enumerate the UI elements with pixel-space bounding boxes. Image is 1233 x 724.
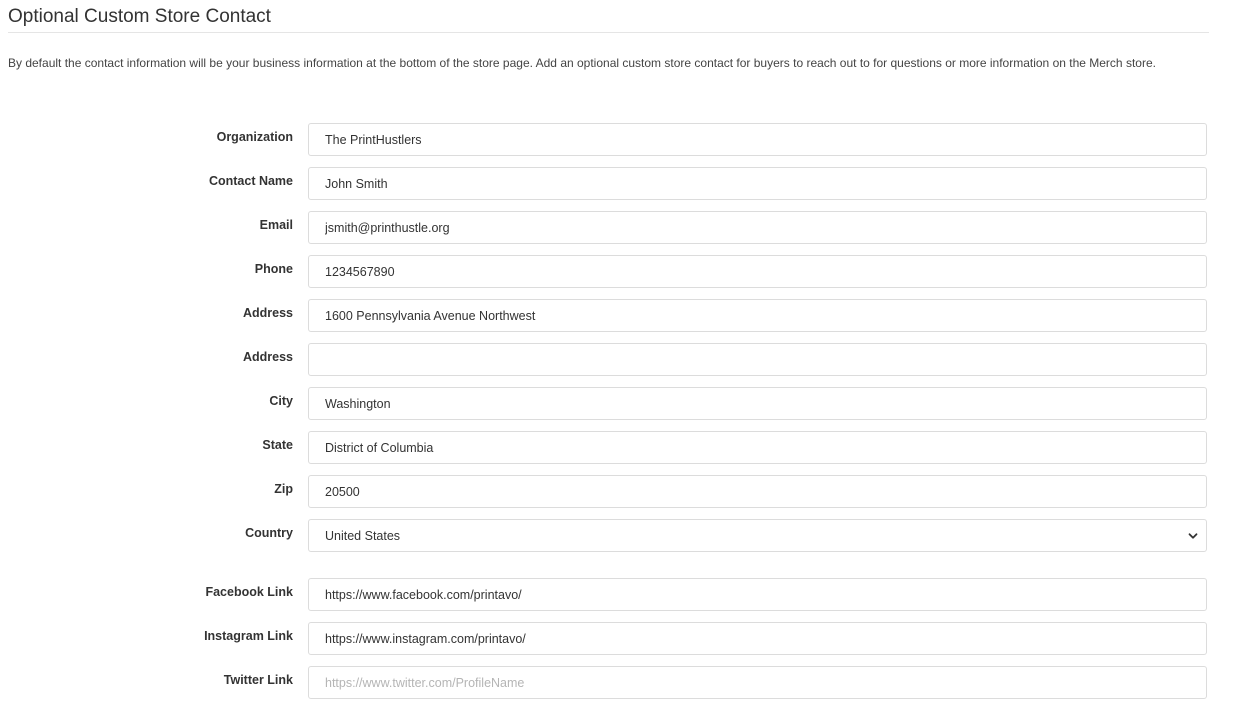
form-row-contact-name [0, 167, 1233, 201]
instagram-link-label: Instagram Link [204, 629, 293, 643]
form-row-state [0, 431, 1233, 465]
phone-input[interactable] [308, 255, 1207, 288]
country-select[interactable] [308, 519, 1207, 552]
address-line1-input[interactable] [308, 299, 1207, 332]
instagram-link-input[interactable] [308, 622, 1207, 655]
form-row-country [0, 519, 1233, 553]
form-row-address2 [0, 343, 1233, 377]
zip-input[interactable] [308, 475, 1207, 508]
section-divider [8, 32, 1209, 33]
contact-name-input[interactable] [308, 167, 1207, 200]
form-row-facebook [0, 578, 1233, 612]
facebook-link-label: Facebook Link [205, 585, 293, 599]
phone-label: Phone [254, 262, 293, 276]
form-row-phone [0, 255, 1233, 289]
address-line2-input[interactable] [308, 343, 1207, 376]
email-label: Email [259, 218, 293, 232]
address-label: Address [242, 306, 293, 320]
section-description: By default the contact information will be your business information at the bottom of the store page. Add an optional custom store contact for buyers to reach out to for questions or more information on the Merch store. [8, 56, 1156, 70]
twitter-link-label: Twitter Link [223, 673, 293, 687]
state-input[interactable] [308, 431, 1207, 464]
form-row-organization [0, 123, 1233, 157]
address-label: Address [242, 350, 293, 364]
country-selected-value: United States [325, 528, 401, 543]
twitter-link-input[interactable] [308, 666, 1207, 699]
country-label: Country [245, 526, 293, 540]
email-input[interactable] [308, 211, 1207, 244]
form-row-twitter [0, 666, 1233, 700]
section-title: Optional Custom Store Contact [8, 6, 271, 27]
state-label: State [262, 438, 293, 452]
city-label: City [269, 394, 293, 408]
form-row-instagram [0, 622, 1233, 656]
form-row-email [0, 211, 1233, 245]
chevron-down-icon [1188, 531, 1198, 541]
form-row-address1 [0, 299, 1233, 333]
organization-label: Organization [216, 130, 293, 144]
contact-name-label: Contact Name [208, 174, 293, 188]
city-input[interactable] [308, 387, 1207, 420]
zip-label: Zip [274, 482, 293, 496]
form-row-city [0, 387, 1233, 421]
facebook-link-input[interactable] [308, 578, 1207, 611]
form-row-zip [0, 475, 1233, 509]
organization-input[interactable] [308, 123, 1207, 156]
